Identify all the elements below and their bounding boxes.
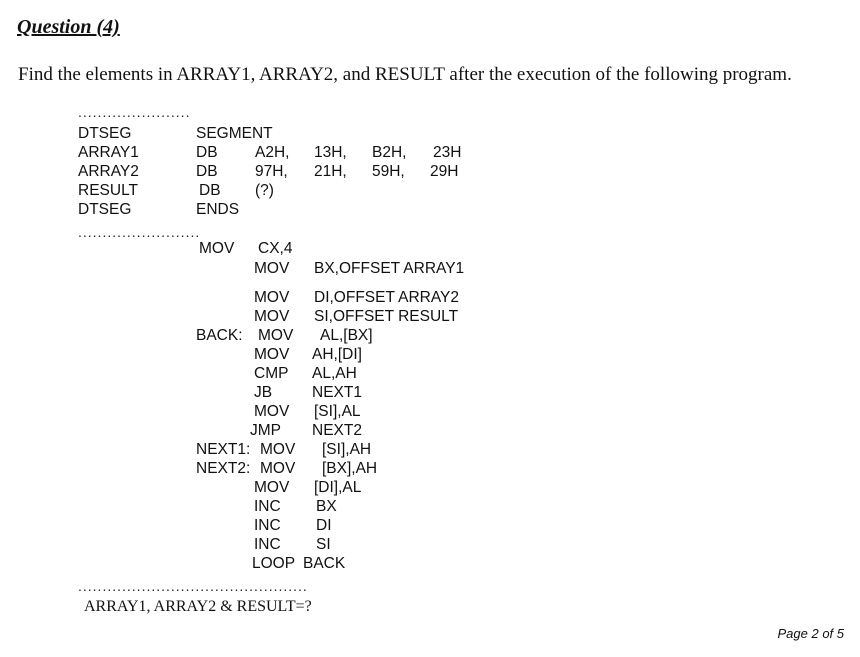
ds-arg: 29H xyxy=(430,163,459,180)
code-label: NEXT1: xyxy=(196,441,251,458)
code-operand: DI,OFFSET ARRAY2 xyxy=(314,289,459,306)
code-operand: AH,[DI] xyxy=(312,346,362,363)
code-op: JMP xyxy=(250,422,281,439)
code-op: MOV xyxy=(260,460,296,477)
code-label: BACK: xyxy=(196,327,243,344)
code-operand: AL,[BX] xyxy=(320,327,373,344)
code-operand: NEXT2 xyxy=(312,422,362,439)
code-op: MOV xyxy=(254,289,290,306)
code-operand: SI xyxy=(316,536,331,553)
code-op: INC xyxy=(254,498,281,515)
ds-arg: 13H, xyxy=(314,144,347,161)
code-operand: DI xyxy=(316,517,332,534)
code-op: MOV xyxy=(254,479,290,496)
code-op: LOOP xyxy=(252,555,296,572)
code-op: MOV xyxy=(254,403,290,420)
code-op: MOV xyxy=(258,327,294,344)
code-operand: [SI],AL xyxy=(314,403,361,420)
code-operand: BX xyxy=(316,498,337,515)
final-question: ARRAY1, ARRAY2 & RESULT=? xyxy=(84,598,312,615)
code-operand: SI,OFFSET RESULT xyxy=(314,308,459,325)
code-op: MOV xyxy=(254,308,290,325)
code-op: MOV xyxy=(254,346,290,363)
code-operand: NEXT1 xyxy=(312,384,362,401)
ds-arg: 59H, xyxy=(372,163,405,180)
code-operand: [SI],AH xyxy=(322,441,372,458)
ds-label: ARRAY2 xyxy=(78,163,139,180)
ds-op: DB xyxy=(199,182,221,199)
code-operand: CX,4 xyxy=(258,240,293,257)
code-op: INC xyxy=(254,536,281,553)
code-op: MOV xyxy=(199,240,235,257)
separator-middle: ......................... xyxy=(78,224,201,240)
ds-arg: 23H xyxy=(433,144,462,161)
ds-op: SEGMENT xyxy=(196,125,273,142)
code-operand: AL,AH xyxy=(312,365,357,382)
ds-op: DB xyxy=(196,144,218,161)
ds-arg: 97H, xyxy=(255,163,288,180)
ds-label: DTSEG xyxy=(78,125,132,142)
ds-label: ARRAY1 xyxy=(78,144,139,161)
separator-top: ....................... xyxy=(78,104,191,120)
code-op: JB xyxy=(254,384,273,401)
code-op: INC xyxy=(254,517,281,534)
code-op: MOV xyxy=(254,260,290,277)
page-number: Page 2 of 5 xyxy=(777,626,844,641)
ds-label: RESULT xyxy=(78,182,139,199)
ds-op: DB xyxy=(196,163,218,180)
code-operand: [DI],AL xyxy=(314,479,362,496)
ds-arg: B2H, xyxy=(372,144,407,161)
ds-arg: (?) xyxy=(255,182,274,199)
question-instruction: Find the elements in ARRAY1, ARRAY2, and RESULT after the execution of the following program. xyxy=(18,64,792,85)
separator-bottom: ............................................... xyxy=(78,578,308,594)
code-operand: BX,OFFSET ARRAY1 xyxy=(314,260,465,277)
ds-op: ENDS xyxy=(196,201,240,218)
ds-arg: A2H, xyxy=(255,144,290,161)
question-title: Question (4) xyxy=(17,16,120,38)
code-operand: [BX],AH xyxy=(322,460,378,477)
code-op: CMP xyxy=(254,365,289,382)
ds-arg: 21H, xyxy=(314,163,347,180)
code-op: MOV xyxy=(260,441,296,458)
code-label: NEXT2: xyxy=(196,460,251,477)
ds-label: DTSEG xyxy=(78,201,132,218)
code-operand: BACK xyxy=(303,555,346,572)
